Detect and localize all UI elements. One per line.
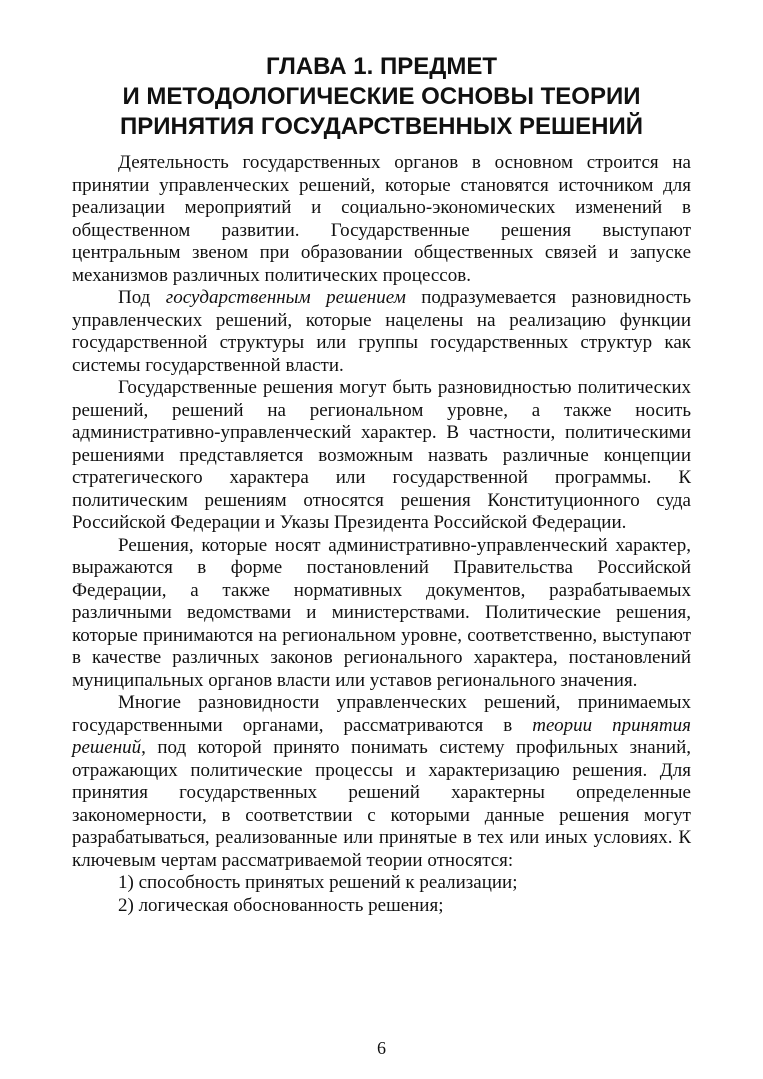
paragraph-5	[72, 692, 691, 872]
paragraph-2	[72, 287, 691, 377]
paragraph-2-rest: подразумевается разновидность управленческих решений, которые нацелены на реализацию функции государственной структуры или группы государственных структур как системы государственной власти.	[72, 287, 691, 376]
chapter-title-line-2: И МЕТОДОЛОГИЧЕСКИЕ ОСНОВЫ ТЕОРИИ	[122, 83, 641, 110]
paragraph-1: Деятельность государственных органов в основном строится на принятии управленческих решений, которые становятся источником для реализации мероприятий и социально-экономических изменений в общественном развитии. Государственные решения выступают центральным звеном при образовании общественных связей и запуске механизмов различных политических процессов.	[72, 152, 691, 286]
list-item-1: 1) способность принятых решений к реализации;	[118, 872, 518, 893]
paragraph-5-start: Многие разновидности управленческих решений, принимаемых государственными органами, рассматриваются в	[72, 692, 691, 736]
chapter-title-line-3: ПРИНЯТИЯ ГОСУДАРСТВЕННЫХ РЕШЕНИЙ	[120, 113, 643, 140]
list-item-2: 2) логическая обоснованность решения;	[118, 894, 444, 916]
chapter-title	[72, 52, 691, 142]
chapter-body	[72, 152, 691, 917]
paragraph-5-term: теории принятия решений	[72, 714, 691, 758]
chapter-title-line-1: ГЛАВА 1. ПРЕДМЕТ	[265, 53, 498, 80]
paragraph-2-start: Под	[118, 287, 166, 308]
paragraph-2-term: государственным решением	[165, 287, 406, 308]
page-number: 6	[377, 1038, 386, 1058]
paragraph-4: Решения, которые носят административно-управленческий характер, выражаются в форме постановлений Правительства Российской Федерации, а также нормативных документов, разрабатываемых различными ведомствами и министерствами. Политические решения, которые принимаются на региональном уровне, соответственно, выступают в качестве различных законов регионального характера, постановлений муниципальных органов власти или уставов регионального значения.	[72, 534, 691, 691]
paragraph-3: Государственные решения могут быть разновидностью политических решений, решений на региональном уровне, а также носить административно-управленческий характер. В частности, политическими решениями представляется возможным назвать различные концепции стратегического характера или государственной программы. К политическим решениям относятся решения Конституционного суда Российской Федерации и Указы Президента Российской Федерации.	[72, 377, 691, 533]
paragraph-5-rest: , под которой принято понимать систему профильных знаний, отражающих политические процессы и характеризацию решения. Для принятия государственных решений характерны определенные закономерности, в соответствии с которыми данные решения могут разрабатываться, реализованные или принятые в тех или иных условиях. К ключевым чертам рассматриваемой теории относятся:	[72, 737, 691, 871]
